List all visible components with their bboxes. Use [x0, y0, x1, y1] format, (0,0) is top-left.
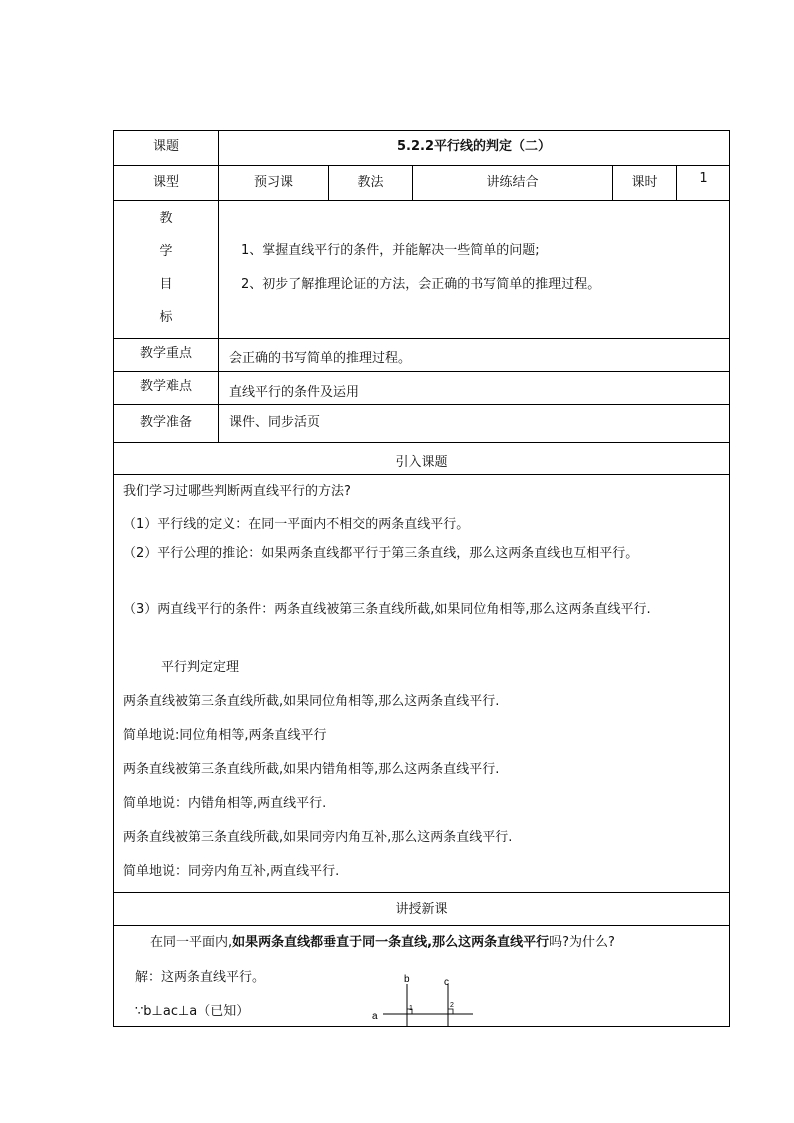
- row-intro-title: [113, 442, 730, 474]
- row-topic: [113, 130, 730, 165]
- preparation-value: 课件、同步活页: [229, 415, 321, 430]
- type-label: 课型: [152, 175, 179, 190]
- topic-label: 课题: [152, 139, 179, 154]
- question-suffix: 吗?为什么?: [549, 935, 615, 950]
- row-objectives: [113, 200, 730, 338]
- topic-value: 5.2.2平行线的判定（二）: [396, 139, 551, 154]
- answer-line: 解：这两条直线平行。: [135, 970, 266, 985]
- objective-label-char-2: 学: [159, 244, 173, 259]
- angle-label-1: 1: [409, 1005, 413, 1012]
- hours-label: 课时: [631, 175, 658, 190]
- table-bottom-border: [113, 1026, 730, 1027]
- intro-p2: （2）平行公理的推论：如果两条直线都平行于第三条直线，那么这两条直线也互相平行。: [123, 546, 639, 561]
- type-value: 预习课: [253, 175, 293, 190]
- row-preparation: [113, 404, 730, 442]
- row-new-lesson-content: [113, 925, 730, 1026]
- theorem-3-short: 简单地说：同旁内角互补,两直线平行.: [123, 864, 340, 879]
- theorem-2: 两条直线被第三条直线所截,如果内错角相等,那么这两条直线平行.: [123, 762, 500, 777]
- preparation-label: 教学准备: [139, 415, 192, 430]
- difficulty-label: 教学难点: [139, 379, 192, 394]
- row-new-lesson-title: [113, 892, 730, 925]
- angle-label-2: 2: [450, 1002, 454, 1009]
- right-angle-mark-2: [448, 1009, 453, 1014]
- objective-label-char-4: 标: [159, 310, 173, 325]
- theorem-2-short: 简单地说：内错角相等,两直线平行.: [123, 796, 327, 811]
- because-line: ∵b⊥ac⊥a（已知）: [135, 1004, 250, 1019]
- question-bold: 如果两条直线都垂直于同一条直线,那么这两条直线平行: [232, 935, 550, 950]
- label-c: c: [444, 977, 449, 988]
- theorem-title: 平行判定定理: [161, 660, 240, 675]
- label-b: b: [404, 974, 410, 985]
- objective-item-1: 1、掌握直线平行的条件，并能解决一些简单的问题;: [241, 243, 540, 258]
- intro-title: 引入课题: [395, 455, 448, 470]
- objective-label-char-1: 教: [159, 211, 173, 226]
- theorem-3: 两条直线被第三条直线所截,如果同旁内角互补,那么这两条直线平行.: [123, 830, 513, 845]
- new-lesson-title: 讲授新课: [395, 902, 448, 917]
- new-lesson-question: [150, 931, 615, 950]
- key-point-value: 会正确的书写简单的推理过程。: [229, 351, 412, 366]
- row-course-type: [113, 165, 730, 200]
- hours-value: 1: [699, 171, 708, 186]
- row-difficulty: [113, 371, 730, 404]
- difficulty-value: 直线平行的条件及运用: [229, 385, 360, 400]
- theorem-1: 两条直线被第三条直线所截,如果同位角相等,那么这两条直线平行.: [123, 694, 500, 709]
- label-a: a: [372, 1011, 378, 1022]
- key-point-label: 教学重点: [139, 346, 192, 361]
- intro-p1: （1）平行线的定义：在同一平面内不相交的两条直线平行。: [123, 517, 470, 532]
- perpendicular-figure: [369, 972, 479, 1026]
- question-prefix: 在同一平面内,: [150, 935, 233, 950]
- intro-question: 我们学习过哪些判断两直线平行的方法?: [123, 484, 351, 499]
- objective-label-char-3: 目: [159, 277, 173, 292]
- intro-p3: （3）两直线平行的条件：两条直线被第三条直线所截,如果同位角相等,那么这两条直线平行.: [123, 602, 651, 617]
- row-key-point: [113, 338, 730, 371]
- row-intro-content: [113, 474, 730, 892]
- theorem-1-short: 简单地说:同位角相等,两条直线平行: [123, 728, 327, 743]
- method-value: 讲练结合: [486, 175, 539, 190]
- objective-item-2: 2、初步了解推理论证的方法，会正确的书写简单的推理过程。: [241, 277, 601, 292]
- method-label: 教法: [357, 175, 384, 190]
